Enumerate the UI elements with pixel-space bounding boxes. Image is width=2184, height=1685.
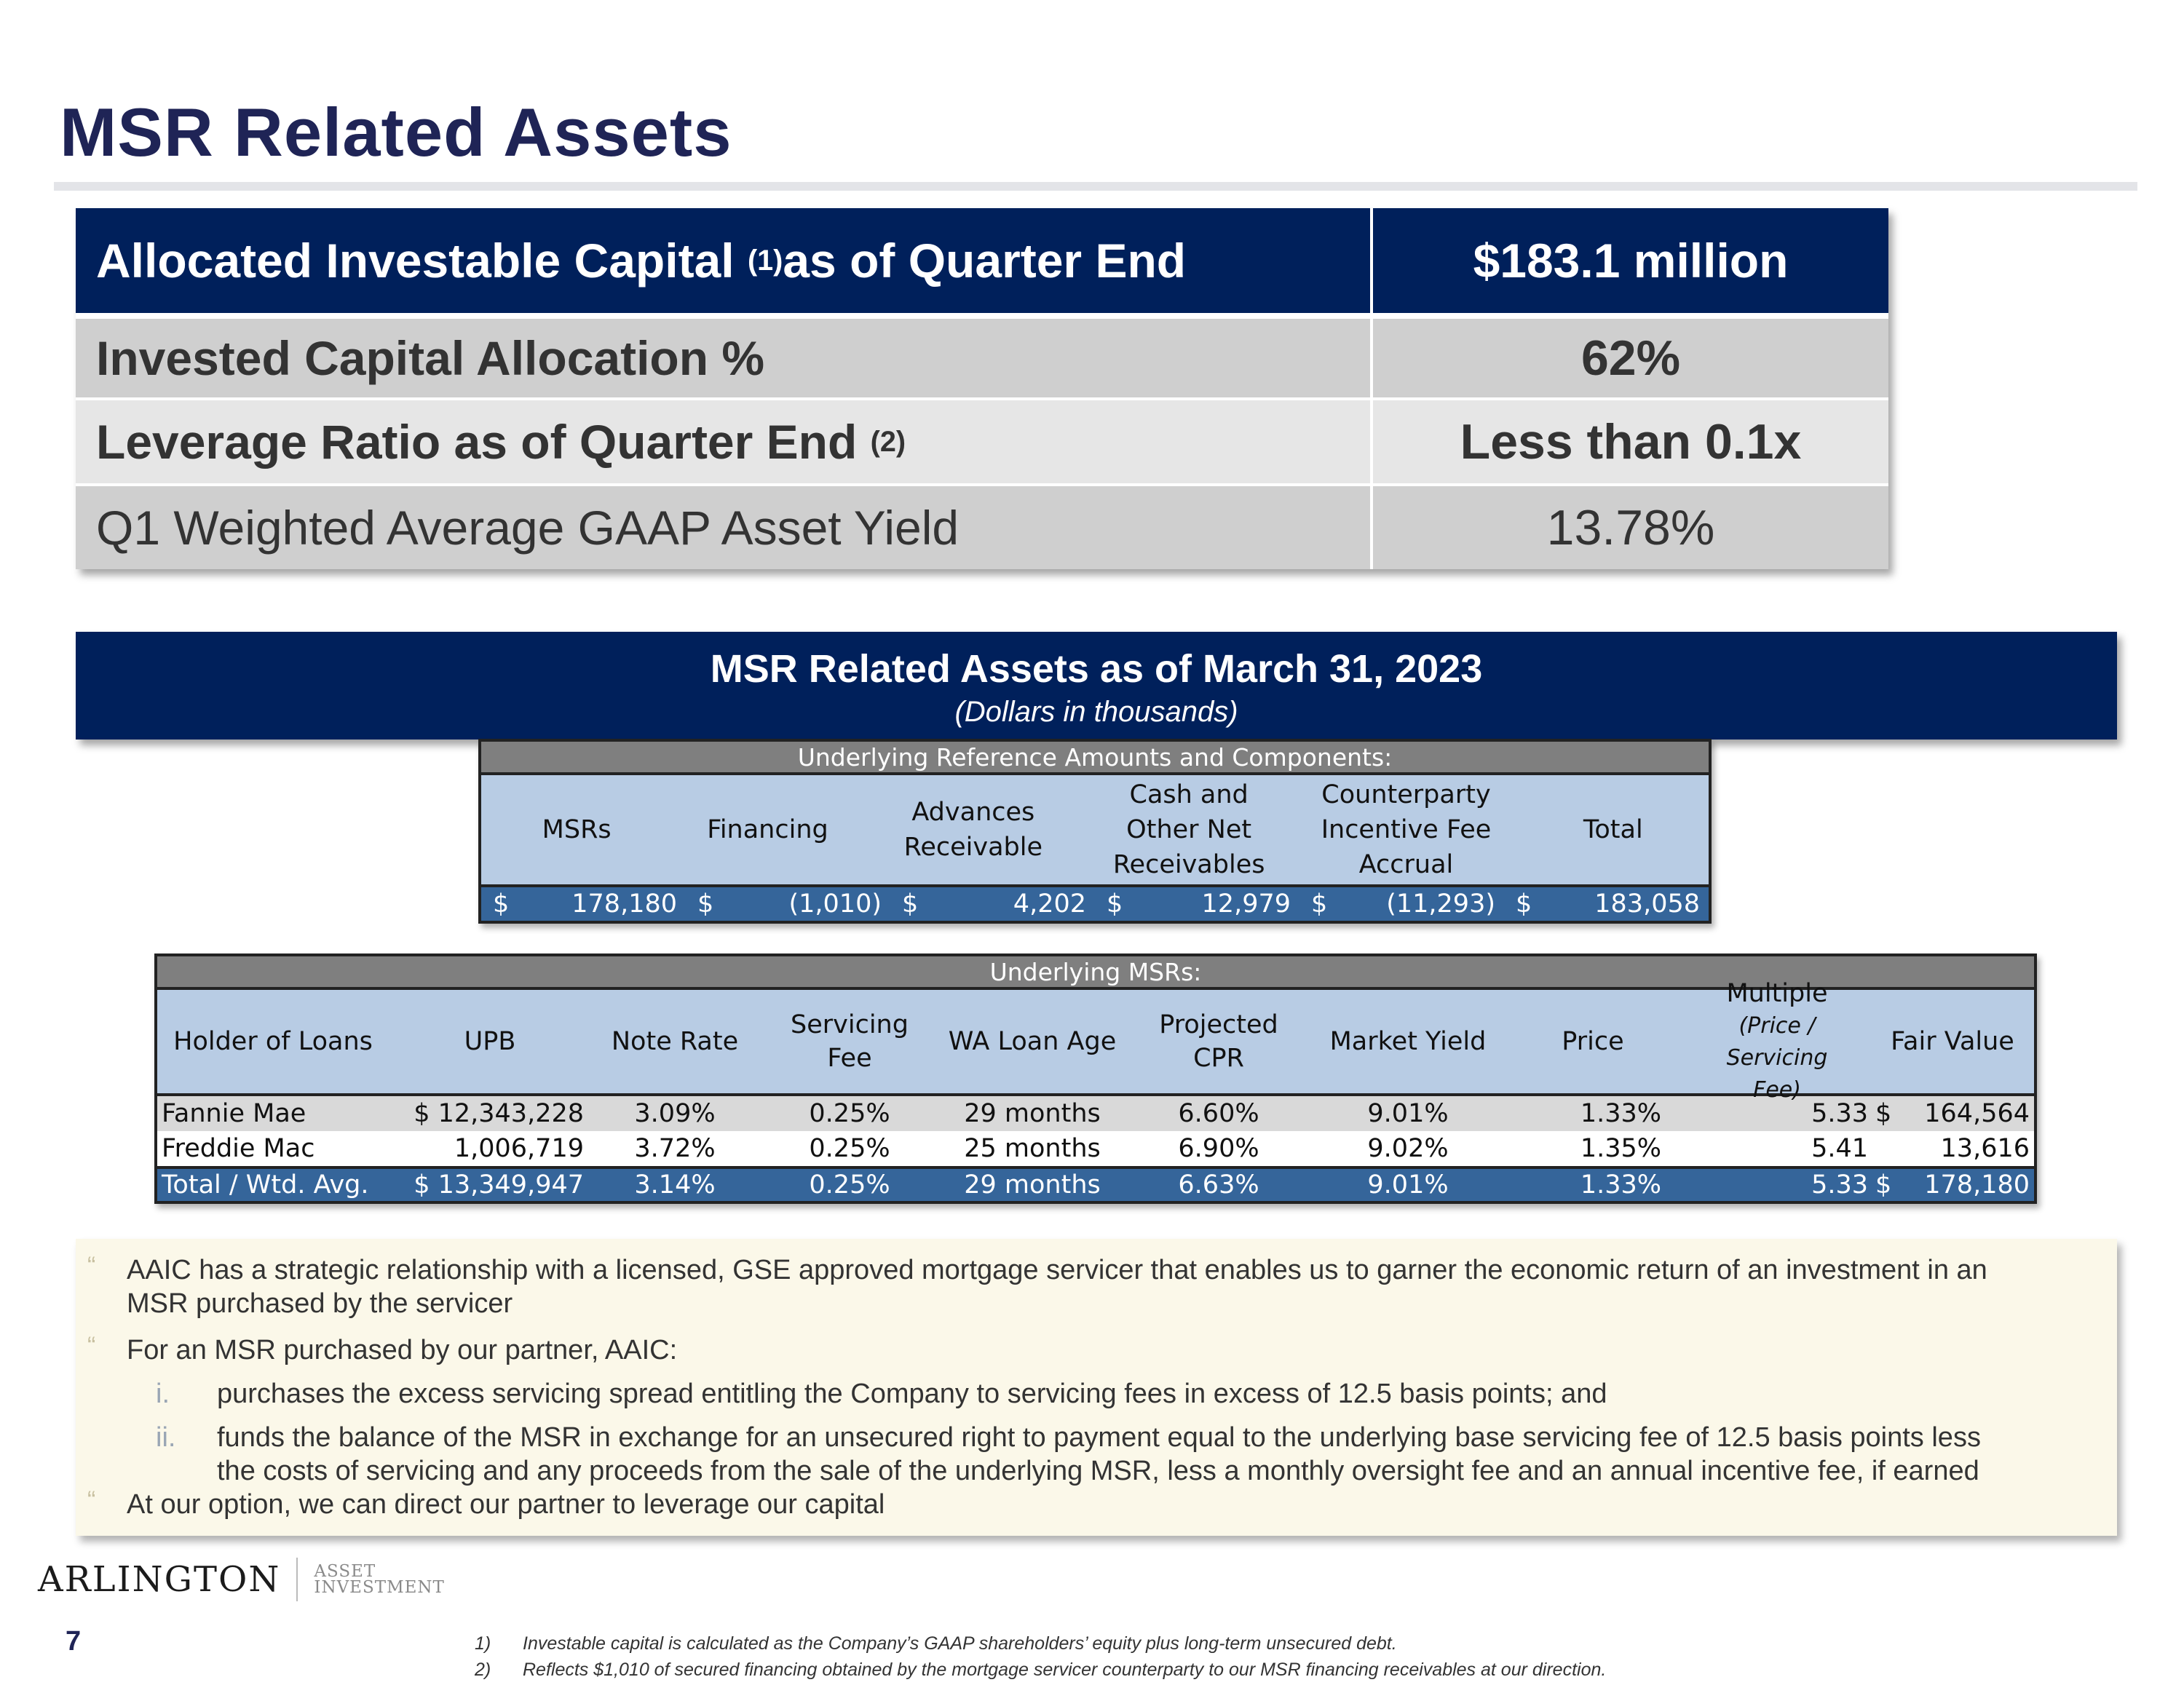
table-cell: $ 178,180 [493, 889, 677, 919]
column-header: Financing [707, 815, 828, 844]
holder-cell: Freddie Mac [162, 1134, 315, 1163]
bullet-item: “ At our option, we can direct our partner to leverage our capital [127, 1488, 2107, 1521]
market-yield-cell: 9.02% [1367, 1134, 1449, 1163]
upb-cell: $ 13,349,947 [414, 1170, 584, 1200]
summary-header-label: Allocated Investable Capital (1) as of Quarter End [96, 234, 1187, 288]
bullet-item: “ For an MSR purchased by our partner, AAIC: [127, 1333, 2107, 1367]
price-cell: 1.33% [1580, 1099, 1661, 1128]
multiple-cell: 5.33 [1811, 1170, 1868, 1200]
market-yield-cell: 9.01% [1367, 1170, 1449, 1200]
summary-row-label: Leverage Ratio as of Quarter End (2) [96, 415, 906, 469]
column-header: WA Loan Age [948, 1027, 1117, 1056]
servicing-fee-cell: 0.25% [809, 1134, 890, 1163]
table-cell: $ 4,202 [902, 889, 1086, 919]
table-row [157, 1096, 2034, 1131]
capital-summary-table [76, 208, 1888, 569]
column-header: Cash and Other Net Receivables [1112, 780, 1265, 879]
footnote: 2) Reflects $1,010 of secured financing obtained by the mortgage servicer counterparty to our MSR financing receivables at our direction. [475, 1660, 1607, 1680]
fair-value-cell: 13,616 [1940, 1134, 2030, 1163]
note-rate-cell: 3.09% [634, 1099, 716, 1128]
summary-row-value: Less than 0.1x [1370, 400, 1888, 483]
cpr-cell: 6.60% [1178, 1099, 1259, 1128]
column-header: Holder of Loans [173, 1027, 373, 1056]
bullet-item: “ AAIC has a strategic relationship with a licensed, GSE approved mortgage servicer that enables us to garner the economic return of an investment in an MSR purchased by the servicer [127, 1253, 2107, 1320]
column-header: Total [1583, 815, 1643, 844]
table-row [481, 884, 1709, 921]
table-cell: $ 12,979 [1107, 889, 1291, 919]
reference-amounts-table [478, 739, 1712, 924]
summary-row-value: 62% [1370, 319, 1888, 397]
column-header: MSRs [542, 815, 612, 844]
summary-row [76, 483, 1888, 569]
market-yield-cell: 9.01% [1367, 1099, 1449, 1128]
bullet-icon: “ [87, 1486, 96, 1514]
note-rate-cell: 3.72% [634, 1134, 716, 1163]
column-header: Fair Value [1891, 1027, 2014, 1056]
column-header: UPB [464, 1027, 516, 1056]
column-header: Multiple (Price / Servicing Fee) [1726, 979, 1828, 1103]
multiple-cell: 5.41 [1811, 1134, 1868, 1163]
msr-section-banner [76, 632, 2117, 740]
table-caption: Underlying MSRs: [157, 956, 2034, 990]
fair-value-cell: $ 178,180 [1875, 1170, 2030, 1200]
underlying-msrs-table [154, 953, 2037, 1204]
upb-cell: $ 12,343,228 [414, 1099, 584, 1128]
table-cell: $ (1,010) [697, 889, 882, 919]
summary-row-value: 13.78% [1370, 486, 1888, 569]
summary-header-row [76, 208, 1888, 313]
table-cell: $ 183,058 [1516, 889, 1700, 919]
column-header: Note Rate [611, 1027, 739, 1056]
column-header: Price [1562, 1027, 1624, 1056]
table-total-row [157, 1166, 2034, 1201]
section-subtitle: (Dollars in thousands) [954, 696, 1238, 728]
column-header: Advances Receivable [903, 798, 1043, 862]
note-rate-cell: 3.14% [634, 1170, 716, 1200]
table-row [157, 1131, 2034, 1166]
column-header: Projected CPR [1159, 1010, 1278, 1073]
sub-bullet-item: i. purchases the excess servicing spread entitling the Company to servicing fees in excess of 12.5 basis points; and [156, 1379, 1607, 1409]
table-cell: $ (11,293) [1311, 889, 1495, 919]
holder-cell: Fannie Mae [162, 1099, 306, 1128]
table-caption: Underlying Reference Amounts and Components: [481, 742, 1709, 775]
company-logo: ARLINGTON ASSET INVESTMENT [38, 1559, 445, 1600]
title-divider [54, 182, 2137, 191]
loan-age-cell: 25 months [964, 1134, 1101, 1163]
loan-age-cell: 29 months [964, 1099, 1101, 1128]
table-header-row [481, 775, 1709, 884]
servicing-fee-cell: 0.25% [809, 1170, 890, 1200]
summary-row-label: Q1 Weighted Average GAAP Asset Yield [96, 501, 960, 555]
multiple-cell: 5.33 [1811, 1099, 1868, 1128]
loan-age-cell: 29 months [964, 1170, 1101, 1200]
cpr-cell: 6.63% [1178, 1170, 1259, 1200]
footnote: 1) Investable capital is calculated as the Company’s GAAP shareholders’ equity plus long-term unsecured debt. [475, 1633, 1397, 1654]
column-header: Market Yield [1329, 1027, 1487, 1056]
bullet-icon: “ [87, 1332, 96, 1360]
sub-bullet-item: ii. funds the balance of the MSR in exchange for an unsecured right to payment equal to the underlying base servicing fee of 12.5 basis points less the costs of servicing and any proceeds from the sale of the underlying MSR, less a monthly oversight fee and an annual incentive fee, if earned [156, 1422, 1981, 1486]
notes-box [76, 1239, 2117, 1536]
summary-row [76, 397, 1888, 483]
logo-divider [296, 1558, 298, 1601]
section-title: MSR Related Assets as of March 31, 2023 [710, 647, 1483, 691]
price-cell: 1.33% [1580, 1170, 1661, 1200]
fair-value-cell: $ 164,564 [1875, 1099, 2030, 1128]
page-number: 7 [66, 1626, 82, 1657]
cpr-cell: 6.90% [1178, 1134, 1259, 1163]
bullet-icon: “ [87, 1252, 96, 1280]
upb-cell: 1,006,719 [454, 1134, 584, 1163]
page-title: MSR Related Assets [60, 94, 732, 170]
column-header: Servicing Fee [791, 1010, 909, 1073]
holder-cell: Total / Wtd. Avg. [162, 1170, 369, 1200]
price-cell: 1.35% [1580, 1134, 1661, 1163]
servicing-fee-cell: 0.25% [809, 1099, 890, 1128]
table-header-row [157, 979, 2034, 1103]
summary-row-label: Invested Capital Allocation % [96, 331, 765, 385]
column-header: Counterparty Incentive Fee Accrual [1321, 780, 1492, 879]
summary-header-value: $183.1 million [1370, 208, 1888, 313]
summary-row [76, 313, 1888, 397]
